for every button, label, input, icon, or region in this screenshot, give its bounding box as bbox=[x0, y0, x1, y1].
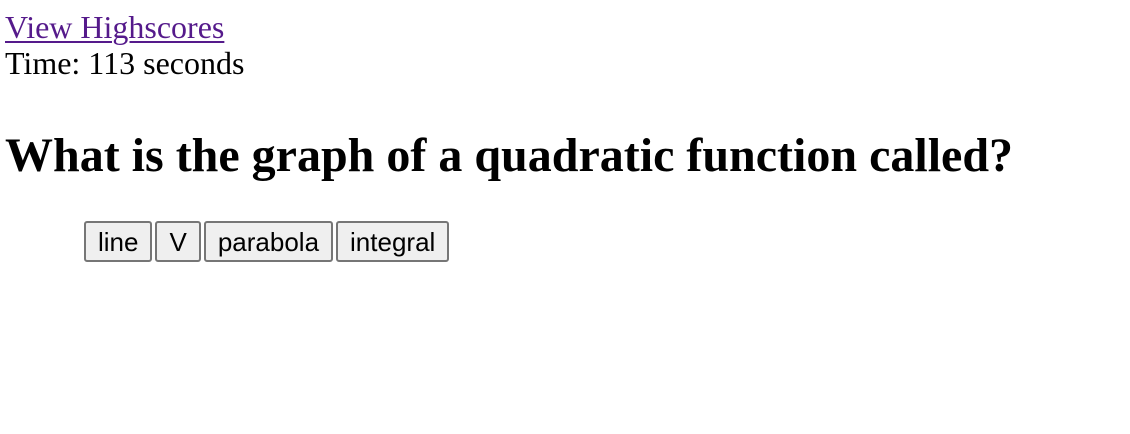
question-title: What is the graph of a quadratic function called? bbox=[5, 129, 1014, 182]
choice-button-v[interactable]: V bbox=[155, 221, 200, 262]
view-highscores-link[interactable]: View Highscores bbox=[5, 9, 225, 45]
timer-unit: seconds bbox=[143, 45, 245, 81]
timer-label: Time: bbox=[5, 45, 81, 81]
timer-value: 113 bbox=[88, 45, 136, 81]
answer-choices bbox=[84, 221, 1130, 262]
choice-button-line[interactable]: line bbox=[84, 221, 152, 262]
choice-button-parabola[interactable]: parabola bbox=[204, 221, 333, 262]
timer bbox=[5, 45, 1130, 81]
choice-button-integral[interactable]: integral bbox=[336, 221, 449, 262]
